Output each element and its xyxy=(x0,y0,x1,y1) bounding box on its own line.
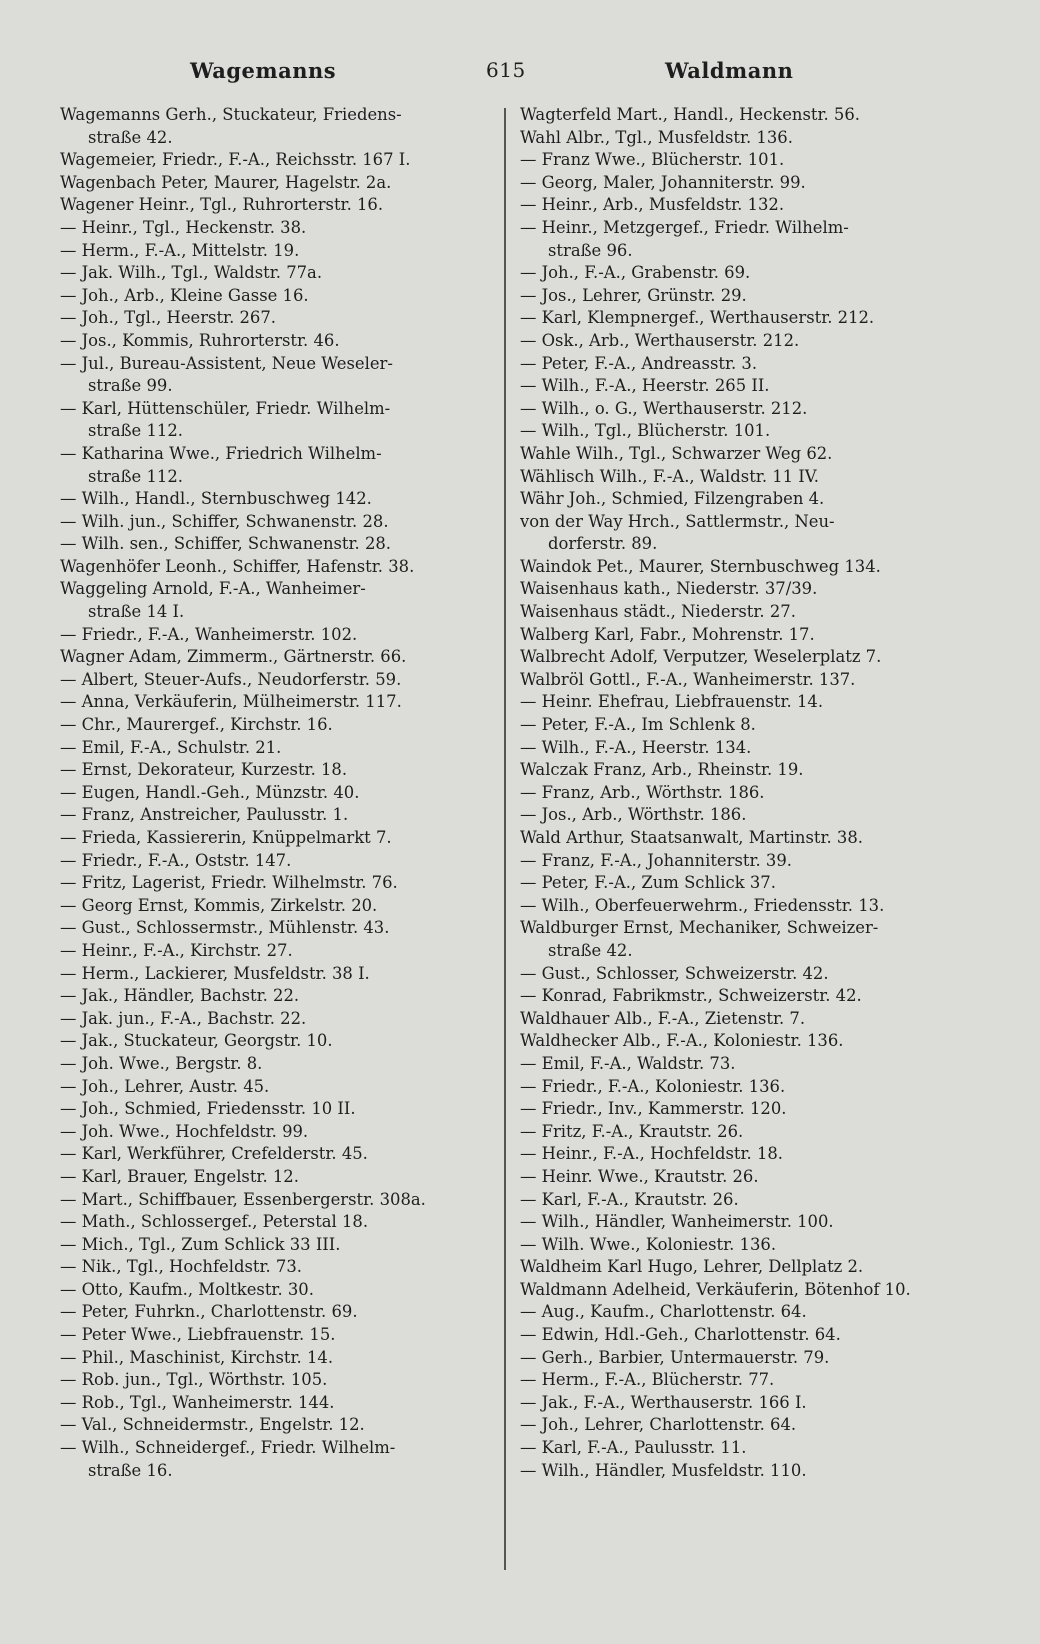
directory-entry xyxy=(520,330,960,353)
entry-line: — Herm., Lackierer, Musfeldstr. 38 I. xyxy=(60,963,370,983)
entry-line: — Heinr., Arb., Musfeldstr. 132. xyxy=(520,195,785,215)
directory-entry xyxy=(520,1211,960,1234)
entry-line: Wagemanns Gerh., Stuckateur, Friedens- xyxy=(60,105,402,124)
directory-entry xyxy=(60,669,500,692)
entry-line: Waggeling Arnold, F.-A., Wanheimer- xyxy=(60,579,366,599)
entry-line: — Joh. Wwe., Hochfeldstr. 99. xyxy=(60,1121,309,1141)
entry-line: Wahl Albr., Tgl., Musfeldstr. 136. xyxy=(520,127,793,147)
entry-line: — Wilh. Wwe., Koloniestr. 136. xyxy=(520,1234,777,1254)
entry-line: — Katharina Wwe., Friedrich Wilhelm- xyxy=(60,443,382,463)
directory-entry xyxy=(60,985,500,1008)
directory-entry xyxy=(60,1098,500,1121)
entry-continuation: straße 96. xyxy=(548,240,633,260)
directory-entry xyxy=(60,353,500,398)
directory-entry xyxy=(60,511,500,534)
entry-line: — Fritz, Lagerist, Friedr. Wilhelmstr. 76. xyxy=(60,873,398,893)
directory-entry xyxy=(60,398,500,443)
entry-continuation: straße 42. xyxy=(88,127,173,147)
directory-entry xyxy=(60,759,500,782)
entry-line: — Frieda, Kassiererin, Knüppelmarkt 7. xyxy=(60,828,392,847)
entry-line: — Wilh., F.-A., Heerstr. 265 II. xyxy=(520,376,770,396)
entry-line: Waldmann Adelheid, Verkäuferin, Bötenhof 10. xyxy=(520,1279,911,1299)
entry-line: — Joh. Wwe., Bergstr. 8. xyxy=(60,1053,263,1073)
page-number: 615 xyxy=(486,58,526,82)
entry-line: — Herm., F.-A., Mittelstr. 19. xyxy=(60,240,300,260)
directory-entry xyxy=(60,827,500,850)
entry-line: — Peter Wwe., Liebfrauenstr. 15. xyxy=(60,1325,336,1345)
entry-continuation: straße 112. xyxy=(88,466,183,486)
directory-entry xyxy=(60,556,500,579)
entry-line: — Georg Ernst, Kommis, Zirkelstr. 20. xyxy=(60,895,378,915)
directory-entry xyxy=(520,511,960,556)
directory-entry xyxy=(520,172,960,195)
directory-entry xyxy=(60,149,500,172)
directory-entry xyxy=(520,578,960,601)
directory-entry xyxy=(520,669,960,692)
entry-line: — Anna, Verkäuferin, Mülheimerstr. 117. xyxy=(60,692,402,712)
column-divider xyxy=(504,108,506,1570)
entry-line: — Wilh., Händler, Wanheimerstr. 100. xyxy=(520,1212,834,1232)
right-column xyxy=(520,104,960,1482)
directory-entry xyxy=(520,714,960,737)
directory-entry xyxy=(520,1121,960,1144)
entry-line: — Wilh. jun., Schiffer, Schwanenstr. 28. xyxy=(60,511,389,531)
entry-line: — Nik., Tgl., Hochfeldstr. 73. xyxy=(60,1257,302,1277)
directory-entry xyxy=(520,262,960,285)
directory-entry xyxy=(520,194,960,217)
running-head-right: Waldmann xyxy=(665,58,794,83)
entry-line: — Chr., Maurergef., Kirchstr. 16. xyxy=(60,715,333,735)
entry-line: — Jak., Händler, Bachstr. 22. xyxy=(60,986,300,1006)
entry-line: — Aug., Kaufm., Charlottenstr. 64. xyxy=(520,1302,807,1322)
left-column xyxy=(60,104,500,1482)
entry-line: — Karl, Werkführer, Crefelderstr. 45. xyxy=(60,1144,368,1164)
entry-line: — Gust., Schlossermstr., Mühlenstr. 43. xyxy=(60,918,390,938)
directory-entry xyxy=(520,963,960,986)
directory-entry xyxy=(520,353,960,376)
directory-entry xyxy=(60,307,500,330)
entry-line: — Wilh., o. G., Werthauserstr. 212. xyxy=(520,398,808,418)
directory-entry xyxy=(60,1053,500,1076)
directory-entry xyxy=(520,375,960,398)
directory-entry xyxy=(60,917,500,940)
directory-entry xyxy=(520,1301,960,1324)
entry-line: — Joh., F.-A., Grabenstr. 69. xyxy=(520,263,751,283)
directory-entry xyxy=(520,1369,960,1392)
directory-entry xyxy=(60,895,500,918)
directory-entry xyxy=(60,330,500,353)
entry-line: — Friedr., F.-A., Wanheimerstr. 102. xyxy=(60,624,358,644)
directory-entry xyxy=(60,804,500,827)
entry-line: — Heinr. Wwe., Krautstr. 26. xyxy=(520,1166,759,1186)
entry-line: — Karl, Brauer, Engelstr. 12. xyxy=(60,1166,299,1186)
directory-entry xyxy=(520,646,960,669)
directory-entry xyxy=(60,1143,500,1166)
entry-line: — Emil, F.-A., Waldstr. 73. xyxy=(520,1053,736,1073)
directory-entry xyxy=(60,1324,500,1347)
entry-line: — Emil, F.-A., Schulstr. 21. xyxy=(60,737,282,757)
directory-entry xyxy=(60,104,500,149)
directory-entry xyxy=(60,872,500,895)
directory-entry xyxy=(60,1347,500,1370)
entry-line: — Heinr., Metzgergef., Friedr. Wilhelm- xyxy=(520,217,849,237)
directory-entry xyxy=(520,1437,960,1460)
entry-line: — Peter, F.-A., Im Schlenk 8. xyxy=(520,715,756,735)
entry-line: — Franz Wwe., Blücherstr. 101. xyxy=(520,150,785,170)
entry-line: — Franz, Arb., Wörthstr. 186. xyxy=(520,782,765,802)
entry-line: — Jul., Bureau-Assistent, Neue Weseler- xyxy=(60,353,393,373)
directory-entry xyxy=(60,488,500,511)
directory-entry xyxy=(60,262,500,285)
directory-entry xyxy=(520,691,960,714)
directory-entry xyxy=(520,1166,960,1189)
directory-entry xyxy=(60,1392,500,1415)
directory-entry xyxy=(520,420,960,443)
entry-line: — Karl, Klempnergef., Werthauserstr. 212. xyxy=(520,308,875,328)
directory-entry xyxy=(60,1256,500,1279)
entry-continuation: straße 42. xyxy=(548,940,633,960)
entry-continuation: straße 14 I. xyxy=(88,602,185,622)
entry-line: — Herm., F.-A., Blücherstr. 77. xyxy=(520,1370,775,1390)
directory-entry xyxy=(520,827,960,850)
entry-line: — Friedr., Inv., Kammerstr. 120. xyxy=(520,1099,787,1119)
directory-entry xyxy=(520,601,960,624)
directory-entry xyxy=(520,488,960,511)
directory-entry xyxy=(60,737,500,760)
entry-line: — Jos., Arb., Wörthstr. 186. xyxy=(520,805,747,825)
entry-line: Walbröl Gottl., F.-A., Wanheimerstr. 137. xyxy=(520,669,856,689)
directory-entry xyxy=(520,737,960,760)
entry-line: Wählisch Wilh., F.-A., Waldstr. 11 IV. xyxy=(520,466,819,486)
entry-line: — Rob., Tgl., Wanheimerstr. 144. xyxy=(60,1392,335,1412)
directory-entry xyxy=(520,1414,960,1437)
entry-line: — Wilh. sen., Schiffer, Schwanenstr. 28. xyxy=(60,534,392,554)
entry-line: — Fritz, F.-A., Krautstr. 26. xyxy=(520,1121,744,1141)
directory-entry xyxy=(520,127,960,150)
entry-line: — Edwin, Hdl.-Geh., Charlottenstr. 64. xyxy=(520,1325,841,1345)
entry-line: — Rob. jun., Tgl., Wörthstr. 105. xyxy=(60,1370,328,1390)
directory-entry xyxy=(520,759,960,782)
directory-entry xyxy=(60,1211,500,1234)
entry-line: — Joh., Tgl., Heerstr. 267. xyxy=(60,308,276,328)
directory-entry xyxy=(520,850,960,873)
entry-line: — Jos., Kommis, Ruhrorterstr. 46. xyxy=(60,330,340,350)
directory-entry xyxy=(60,1189,500,1212)
entry-line: Währ Joh., Schmied, Filzengraben 4. xyxy=(520,489,825,509)
entry-line: — Karl, F.-A., Krautstr. 26. xyxy=(520,1189,739,1209)
entry-line: — Konrad, Fabrikmstr., Schweizerstr. 42. xyxy=(520,986,862,1006)
entry-line: — Friedr., F.-A., Oststr. 147. xyxy=(60,850,292,870)
entry-line: Walberg Karl, Fabr., Mohrenstr. 17. xyxy=(520,624,815,644)
directory-entry xyxy=(520,1030,960,1053)
entry-line: — Otto, Kaufm., Moltkestr. 30. xyxy=(60,1279,314,1299)
entry-line: — Heinr., F.-A., Hochfeldstr. 18. xyxy=(520,1144,784,1164)
directory-entry xyxy=(520,1347,960,1370)
entry-line: — Albert, Steuer-Aufs., Neudorferstr. 59. xyxy=(60,669,402,689)
entry-line: — Peter, Fuhrkn., Charlottenstr. 69. xyxy=(60,1302,358,1322)
directory-entry xyxy=(60,1121,500,1144)
directory-entry xyxy=(60,782,500,805)
directory-entry xyxy=(520,1076,960,1099)
entry-line: — Friedr., F.-A., Koloniestr. 136. xyxy=(520,1076,786,1096)
directory-entry xyxy=(520,624,960,647)
entry-line: — Jak. jun., F.-A., Bachstr. 22. xyxy=(60,1008,307,1028)
entry-continuation: dorferstr. 89. xyxy=(548,534,658,554)
entry-line: Waldburger Ernst, Mechaniker, Schweizer- xyxy=(520,918,879,938)
directory-entry xyxy=(520,985,960,1008)
directory-entry xyxy=(60,1030,500,1053)
directory-entry xyxy=(520,1324,960,1347)
directory-entry xyxy=(60,1301,500,1324)
directory-entry xyxy=(60,1166,500,1189)
directory-entry xyxy=(60,963,500,986)
entry-line: Wagenbach Peter, Maurer, Hagelstr. 2a. xyxy=(60,172,392,192)
entry-line: — Val., Schneidermstr., Engelstr. 12. xyxy=(60,1415,365,1435)
entry-line: — Gerh., Barbier, Untermauerstr. 79. xyxy=(520,1347,830,1367)
entry-line: — Karl, F.-A., Paulusstr. 11. xyxy=(520,1438,747,1458)
entry-line: Waldheim Karl Hugo, Lehrer, Dellplatz 2. xyxy=(520,1257,864,1277)
entry-line: — Heinr., F.-A., Kirchstr. 27. xyxy=(60,940,293,960)
entry-line: — Gust., Schlosser, Schweizerstr. 42. xyxy=(520,963,829,983)
entry-line: Wagener Heinr., Tgl., Ruhrorterstr. 16. xyxy=(60,195,384,215)
directory-entry xyxy=(60,646,500,669)
entry-line: — Joh., Lehrer, Austr. 45. xyxy=(60,1076,270,1096)
entry-line: von der Way Hrch., Sattlermstr., Neu- xyxy=(520,511,835,531)
directory-entry xyxy=(520,872,960,895)
entry-line: — Ernst, Dekorateur, Kurzestr. 18. xyxy=(60,760,348,780)
entry-line: Walbrecht Adolf, Verputzer, Weselerplatz 7. xyxy=(520,647,882,667)
directory-entry xyxy=(520,217,960,262)
directory-entry xyxy=(520,917,960,962)
running-head-left: Wagemanns xyxy=(190,58,337,83)
entry-line: — Joh., Schmied, Friedensstr. 10 II. xyxy=(60,1099,356,1119)
entry-line: — Franz, Anstreicher, Paulusstr. 1. xyxy=(60,805,349,825)
entry-line: — Heinr. Ehefrau, Liebfrauenstr. 14. xyxy=(520,692,824,712)
directory-entry xyxy=(520,285,960,308)
directory-entry xyxy=(60,1008,500,1031)
entry-line: — Osk., Arb., Werthauserstr. 212. xyxy=(520,330,800,350)
directory-entry xyxy=(60,217,500,240)
entry-line: Waldhecker Alb., F.-A., Koloniestr. 136. xyxy=(520,1031,844,1051)
directory-entry xyxy=(520,1053,960,1076)
entry-line: — Peter, F.-A., Zum Schlick 37. xyxy=(520,873,776,893)
directory-entry xyxy=(60,240,500,263)
directory-entry xyxy=(520,804,960,827)
directory-entry xyxy=(520,782,960,805)
directory-entry xyxy=(520,443,960,466)
directory-entry xyxy=(60,1234,500,1257)
directory-entry xyxy=(60,533,500,556)
entry-line: Waindok Pet., Maurer, Sternbuschweg 134. xyxy=(520,556,881,576)
directory-entry xyxy=(60,1279,500,1302)
directory-entry xyxy=(520,1460,960,1483)
entry-line: — Karl, Hüttenschüler, Friedr. Wilhelm- xyxy=(60,398,391,418)
entry-line: Walczak Franz, Arb., Rheinstr. 19. xyxy=(520,760,804,780)
directory-entry xyxy=(60,1076,500,1099)
entry-line: — Georg, Maler, Johanniterstr. 99. xyxy=(520,172,806,192)
directory-entry xyxy=(60,1437,500,1482)
entry-continuation: straße 16. xyxy=(88,1460,173,1480)
directory-entry xyxy=(60,940,500,963)
directory-entry xyxy=(520,1098,960,1121)
entry-line: — Wilh., Tgl., Blücherstr. 101. xyxy=(520,421,771,441)
entry-line: Wagemeier, Friedr., F.-A., Reichsstr. 167 I. xyxy=(60,150,411,170)
directory-entry xyxy=(60,1369,500,1392)
entry-line: Wagterfeld Mart., Handl., Heckenstr. 56. xyxy=(520,105,860,124)
directory-entry xyxy=(520,1143,960,1166)
entry-line: — Mart., Schiffbauer, Essenbergerstr. 308a. xyxy=(60,1189,426,1209)
directory-entry xyxy=(520,1234,960,1257)
entry-line: Wagenhöfer Leonh., Schiffer, Hafenstr. 38. xyxy=(60,556,415,576)
entry-line: Wahle Wilh., Tgl., Schwarzer Weg 62. xyxy=(520,443,833,463)
entry-line: — Jak. Wilh., Tgl., Waldstr. 77a. xyxy=(60,263,323,283)
entry-line: — Eugen, Handl.-Geh., Münzstr. 40. xyxy=(60,782,360,802)
directory-entry xyxy=(520,556,960,579)
directory-entry xyxy=(520,1189,960,1212)
entry-line: Waisenhaus kath., Niederstr. 37/39. xyxy=(520,579,818,599)
entry-line: — Jak., Stuckateur, Georgstr. 10. xyxy=(60,1031,333,1051)
entry-line: — Wilh., Schneidergef., Friedr. Wilhelm- xyxy=(60,1438,396,1458)
entry-line: — Math., Schlossergef., Peterstal 18. xyxy=(60,1212,369,1232)
directory-entry xyxy=(520,104,960,127)
entry-line: — Jos., Lehrer, Grünstr. 29. xyxy=(520,285,747,305)
entry-line: — Wilh., Händler, Musfeldstr. 110. xyxy=(520,1460,807,1480)
directory-entry xyxy=(60,194,500,217)
entry-line: — Phil., Maschinist, Kirchstr. 14. xyxy=(60,1347,334,1367)
directory-entry xyxy=(520,149,960,172)
entry-line: — Joh., Arb., Kleine Gasse 16. xyxy=(60,285,309,305)
directory-entry xyxy=(520,1279,960,1302)
directory-entry xyxy=(60,850,500,873)
directory-entry xyxy=(60,691,500,714)
directory-entry xyxy=(520,1256,960,1279)
directory-entry xyxy=(520,307,960,330)
directory-entry xyxy=(60,578,500,623)
entry-line: — Franz, F.-A., Johanniterstr. 39. xyxy=(520,850,792,870)
directory-entry xyxy=(60,285,500,308)
directory-entry xyxy=(520,1008,960,1031)
entry-line: Waldhauer Alb., F.-A., Zietenstr. 7. xyxy=(520,1008,806,1028)
entry-line: — Wilh., F.-A., Heerstr. 134. xyxy=(520,737,752,757)
entry-line: — Wilh., Oberfeuerwehrm., Friedensstr. 13. xyxy=(520,895,885,915)
directory-entry xyxy=(520,466,960,489)
directory-entry xyxy=(60,714,500,737)
directory-entry xyxy=(520,895,960,918)
entry-line: — Jak., F.-A., Werthauserstr. 166 I. xyxy=(520,1392,807,1412)
directory-entry xyxy=(60,172,500,195)
entry-continuation: straße 99. xyxy=(88,376,173,396)
entry-line: — Wilh., Handl., Sternbuschweg 142. xyxy=(60,489,372,509)
entry-line: — Joh., Lehrer, Charlottenstr. 64. xyxy=(520,1415,797,1435)
entry-line: — Mich., Tgl., Zum Schlick 33 III. xyxy=(60,1234,341,1254)
entry-line: Waisenhaus städt., Niederstr. 27. xyxy=(520,602,796,622)
directory-entry xyxy=(520,398,960,421)
entry-line: Wald Arthur, Staatsanwalt, Martinstr. 38. xyxy=(520,828,863,847)
directory-entry xyxy=(520,1392,960,1415)
directory-entry xyxy=(60,624,500,647)
entry-continuation: straße 112. xyxy=(88,421,183,441)
entry-line: — Peter, F.-A., Andreasstr. 3. xyxy=(520,353,758,373)
entry-line: — Heinr., Tgl., Heckenstr. 38. xyxy=(60,217,307,237)
directory-entry xyxy=(60,1414,500,1437)
entry-line: Wagner Adam, Zimmerm., Gärtnerstr. 66. xyxy=(60,647,407,667)
directory-entry xyxy=(60,443,500,488)
